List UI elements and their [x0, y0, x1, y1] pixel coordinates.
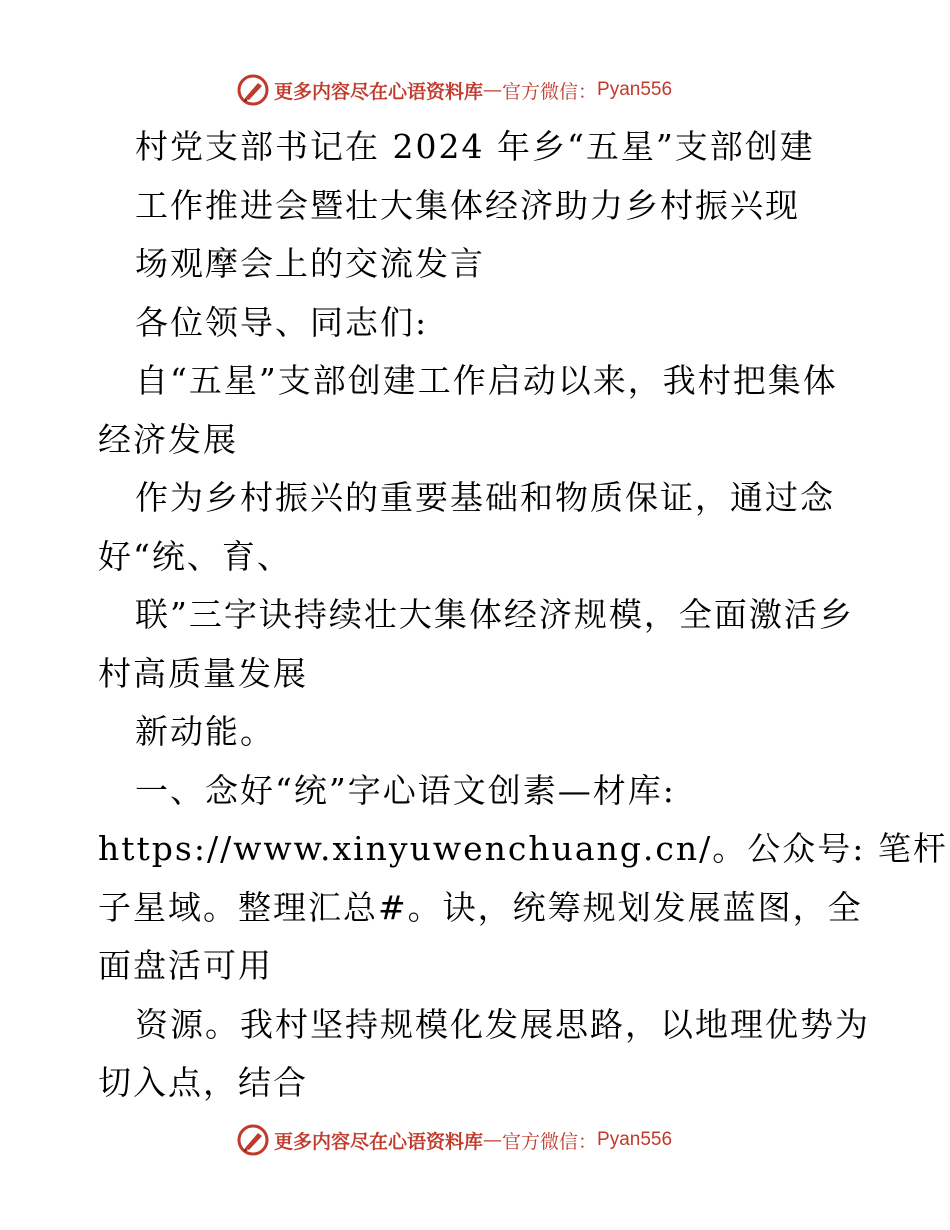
pen-logo-icon — [236, 73, 270, 107]
text-line: 村党支部书记在 2024 年乡“五星”支部创建 — [135, 127, 815, 166]
watermark-dash: — — [483, 1129, 503, 1151]
text-line: 场观摩会上的交流发言 — [135, 244, 485, 283]
text-line: 好“统、育、 — [98, 536, 292, 576]
text-line: 子星域。整理汇总#。诀，统筹规划发展蓝图，全 — [98, 887, 863, 927]
watermark-text: 更多内容尽在心语资料库 — [274, 80, 484, 103]
text-line: 切入点，结合 — [98, 1063, 308, 1102]
watermark-wechat-id: Pyan556 — [597, 1129, 673, 1150]
text-line: 村高质量发展 — [98, 653, 308, 693]
text-line: 工作推进会暨壮大集体经济助力乡村振兴现 — [135, 185, 800, 225]
text-line: 面盘活可用 — [98, 946, 273, 985]
text-line: 资源。我村坚持规模化发展思路，以地理优势为 — [135, 1004, 870, 1044]
watermark-dash: — — [483, 79, 503, 101]
watermark-wechat-label: 官方微信： — [502, 80, 598, 103]
text-line: 一、念好“统”字心语文创素—材库: — [135, 770, 676, 810]
watermark-text: 更多内容尽在心语资料库 — [274, 1130, 484, 1153]
text-line: 自“五星”支部创建工作启动以来，我村把集体 — [135, 361, 838, 400]
text-line: 作为乡村振兴的重要基础和物质保证，通过念 — [135, 478, 835, 517]
pen-logo-icon — [236, 1123, 270, 1157]
text-line: 联”三字诀持续壮大集体经济规模，全面激活乡 — [135, 595, 854, 634]
text-line: 各位领导、同志们: — [135, 302, 429, 342]
text-line: 经济发展 — [98, 419, 238, 459]
watermark-wechat-label: 官方微信： — [502, 1130, 598, 1153]
text-line: 新动能。 — [135, 712, 275, 751]
document-body — [98, 118, 948, 1113]
watermark-wechat-id: Pyan556 — [597, 79, 673, 100]
text-line: https://www.xinyuwenchuang.cn/。公众号: 笔杆 — [98, 829, 948, 868]
footer-watermark — [236, 1122, 716, 1158]
header-watermark — [236, 72, 716, 108]
